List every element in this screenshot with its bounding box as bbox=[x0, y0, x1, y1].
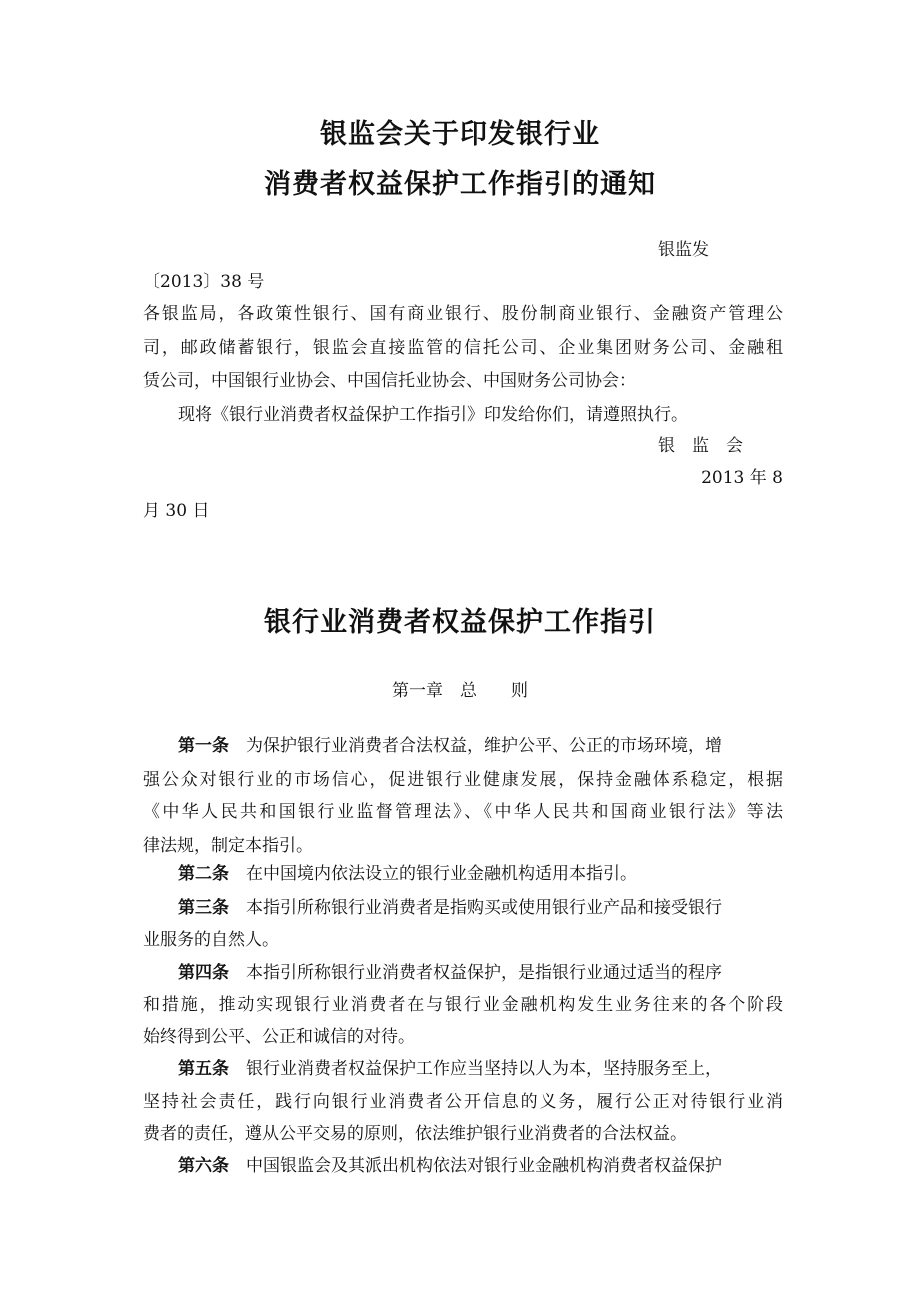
article-4-line-2: 和措施，推动实现银行业消费者在与银行业金融机构发生业务往来的各个阶段 bbox=[143, 995, 783, 1015]
chapter-heading: 第一章 总 则 bbox=[392, 681, 528, 701]
recipients-line-1: 各银监局，各政策性银行、国有商业银行、股份制商业银行、金融资产管理公 bbox=[143, 304, 783, 324]
article-text: 中国银监会及其派出机构依法对银行业金融机构消费者权益保护 bbox=[246, 1156, 722, 1176]
article-label: 第二条 bbox=[178, 864, 229, 884]
article-label: 第五条 bbox=[178, 1059, 229, 1079]
article-5-first-line bbox=[178, 1054, 783, 1084]
article-label: 第三条 bbox=[178, 898, 229, 918]
article-text: 银行业消费者权益保护工作应当坚持以人为本，坚持服务至上， bbox=[246, 1059, 722, 1079]
article-5-line-3: 费者的责任，遵从公平交易的原则，依法维护银行业消费者的合法权益。 bbox=[143, 1124, 687, 1144]
document-number-suffix: 〔2013〕38 号 bbox=[143, 272, 265, 292]
recipients-line-3: 赁公司，中国银行业协会、中国信托业协会、中国财务公司协会： bbox=[143, 371, 636, 391]
notice-body: 现将《银行业消费者权益保护工作指引》印发给你们，请遵照执行。 bbox=[178, 405, 688, 425]
article-4-line-3: 始终得到公平、公正和诚信的对待。 bbox=[143, 1027, 415, 1047]
article-6-first-line bbox=[178, 1151, 783, 1181]
article-4-first-line bbox=[178, 958, 783, 988]
article-text: 本指引所称银行业消费者权益保护，是指银行业通过适当的程序 bbox=[246, 963, 722, 983]
document-number-prefix: 银监发 bbox=[658, 240, 709, 260]
article-1-line-4: 律法规，制定本指引。 bbox=[143, 836, 313, 856]
article-1-line-2: 强公众对银行业的市场信心，促进银行业健康发展，保持金融体系稳定，根据 bbox=[143, 770, 783, 790]
article-5-line-2: 坚持社会责任，践行向银行业消费者公开信息的义务，履行公正对待银行业消 bbox=[143, 1092, 783, 1112]
recipients-line-2: 司，邮政储蓄银行，银监会直接监管的信托公司、企业集团财务公司、金融租 bbox=[143, 338, 783, 358]
article-3-first-line bbox=[178, 893, 783, 923]
article-text: 为保护银行业消费者合法权益，维护公平、公正的市场环境，增 bbox=[246, 736, 722, 756]
article-text: 在中国境内依法设立的银行业金融机构适用本指引。 bbox=[246, 864, 637, 884]
notice-title-line-2: 消费者权益保护工作指引的通知 bbox=[264, 169, 656, 200]
article-1-line-3: 《中华人民共和国银行业监督管理法》、《中华人民共和国商业银行法》等法 bbox=[143, 802, 783, 822]
article-2-first-line bbox=[178, 859, 783, 889]
article-label: 第一条 bbox=[178, 736, 229, 756]
article-text: 本指引所称银行业消费者是指购买或使用银行业产品和接受银行 bbox=[246, 898, 722, 918]
issue-date-part-2: 月 30 日 bbox=[143, 501, 210, 521]
article-3-line-2: 业服务的自然人。 bbox=[143, 930, 279, 950]
article-label: 第四条 bbox=[178, 963, 229, 983]
article-1-first-line bbox=[178, 731, 783, 761]
issue-date-part-1: 2013 年 8 bbox=[701, 468, 783, 488]
article-label: 第六条 bbox=[178, 1156, 229, 1176]
notice-title-line-1: 银监会关于印发银行业 bbox=[320, 119, 600, 150]
guideline-title: 银行业消费者权益保护工作指引 bbox=[264, 607, 656, 638]
issuer-signature: 银 监 会 bbox=[658, 436, 743, 456]
